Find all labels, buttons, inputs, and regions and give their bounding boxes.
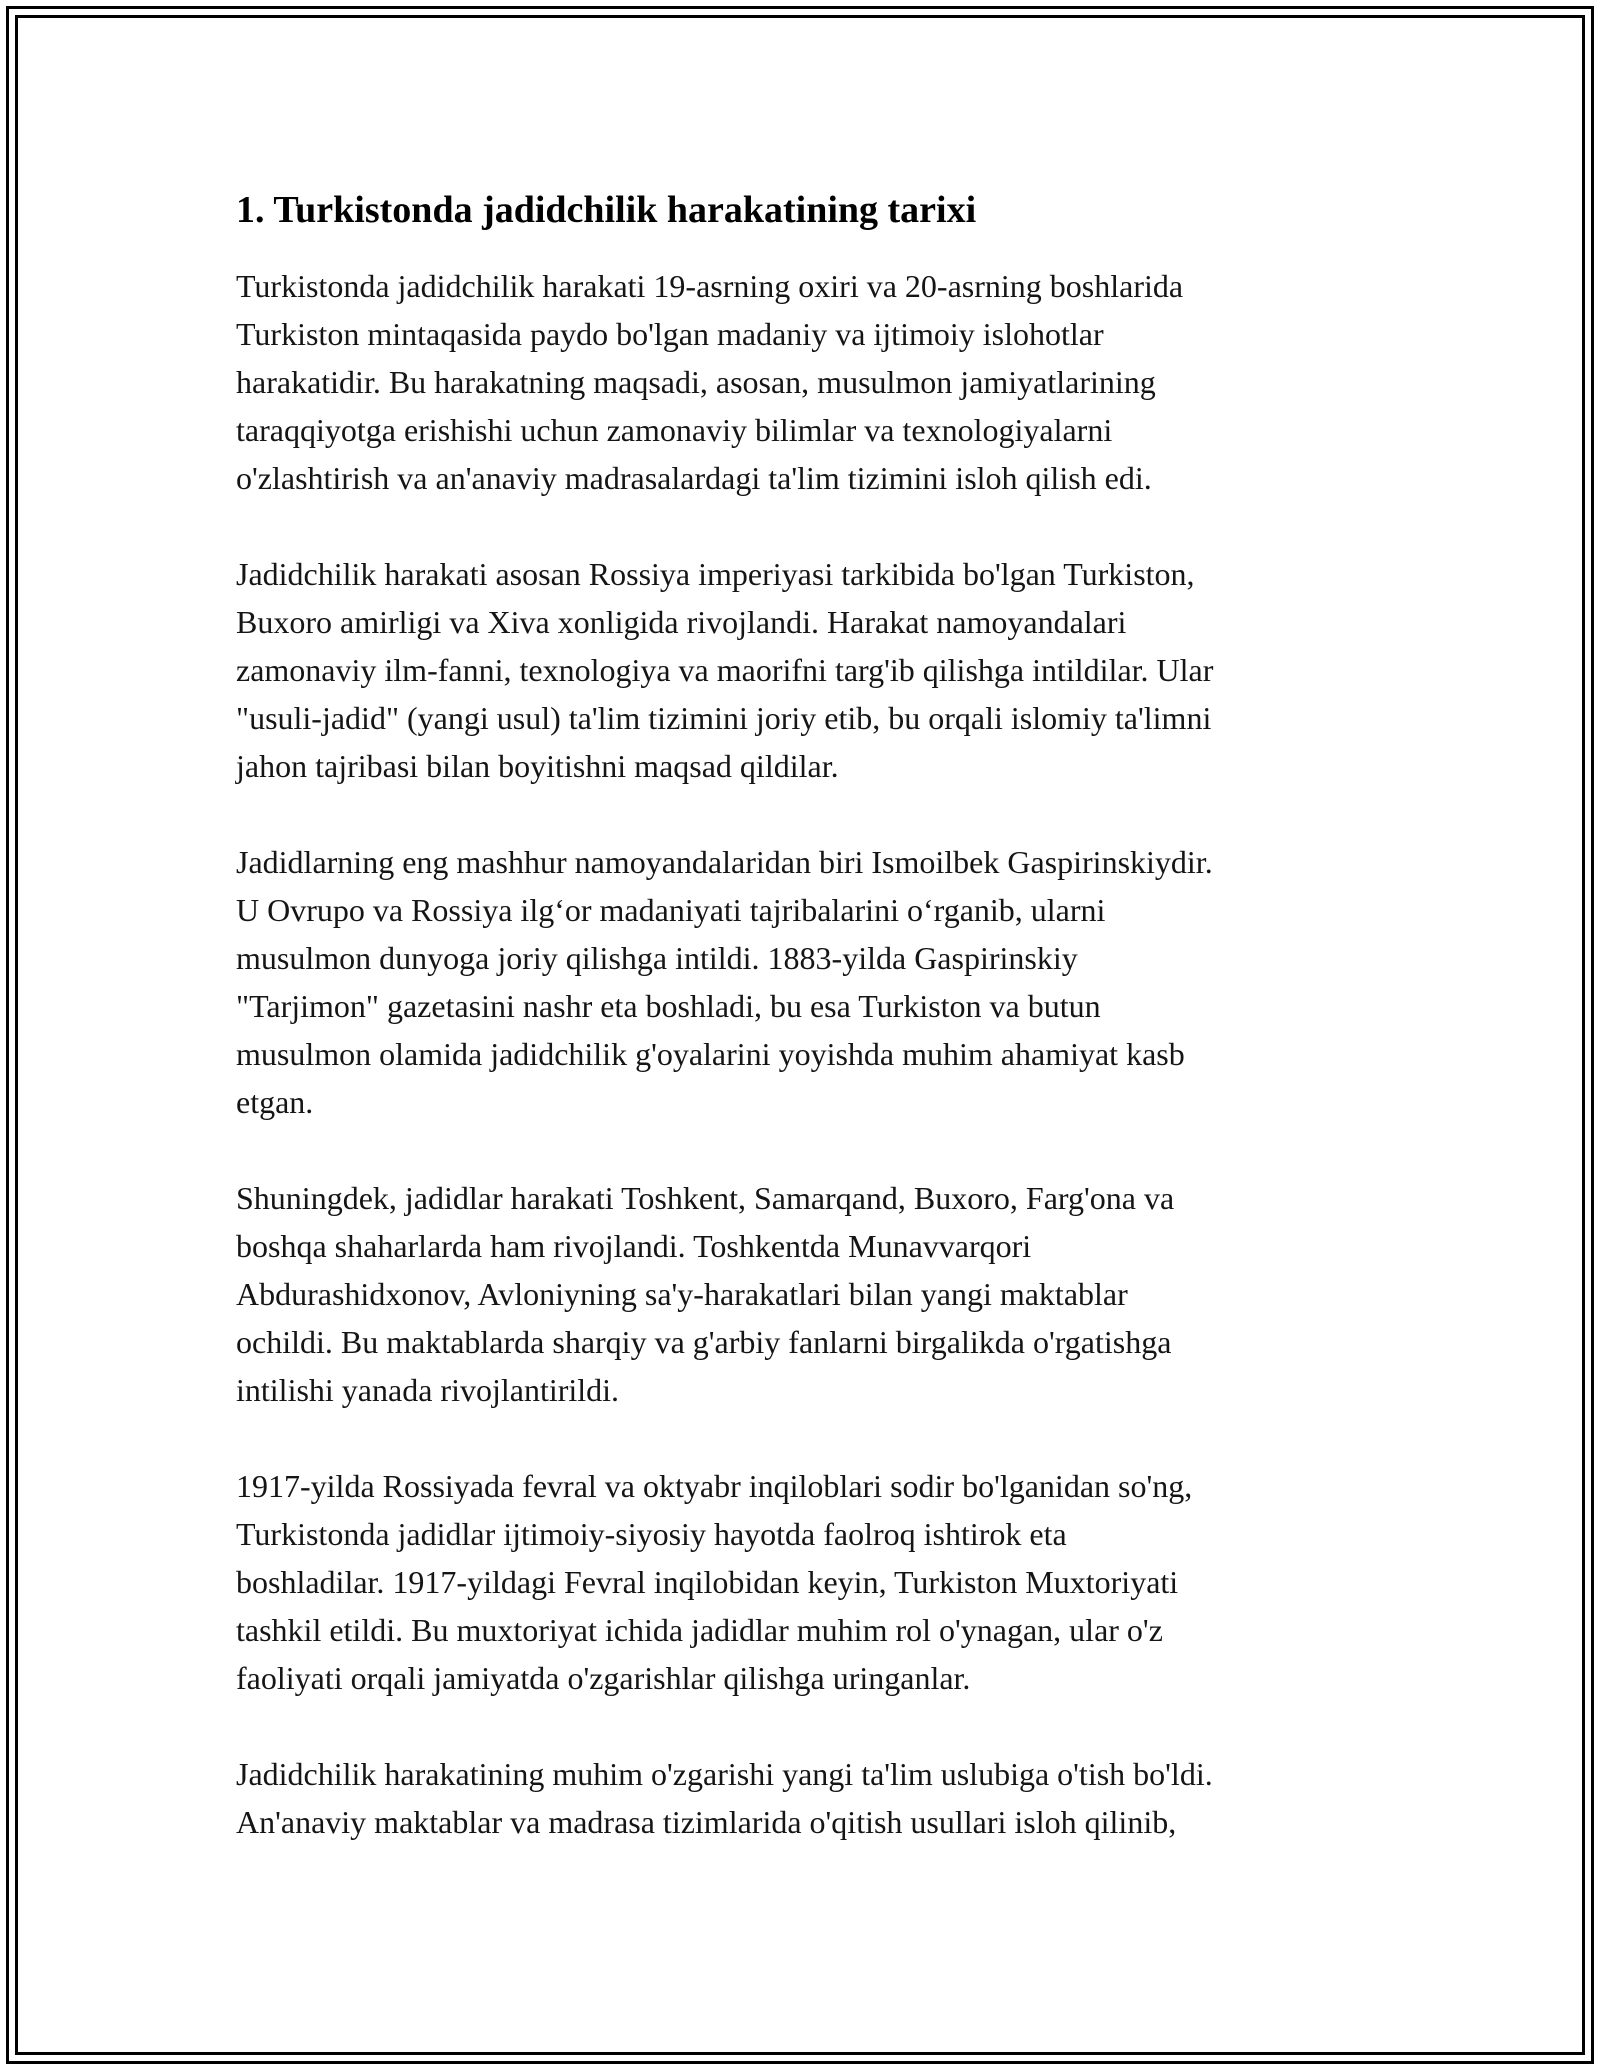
paragraph-line: etgan. xyxy=(236,1084,314,1120)
paragraph-line: o'zlashtirish va an'anaviy madrasalardagi ta'lim tizimini isloh qilish edi. xyxy=(236,460,1152,496)
paragraph-list xyxy=(236,262,1396,1846)
paragraph-line: intilishi yanada rivojlantirildi. xyxy=(236,1372,620,1408)
paragraph-line: zamonaviy ilm-fanni, texnologiya va maorifni targ'ib qilishga intildilar. Ular xyxy=(236,652,1214,688)
paragraph xyxy=(236,262,1396,502)
paragraph-line: harakatidir. Bu harakatning maqsadi, asosan, musulmon jamiyatlarining xyxy=(236,364,1156,400)
paragraph-line: boshqa shaharlarda ham rivojlandi. Toshkentda Munavvarqori xyxy=(236,1228,1032,1264)
paragraph-line: "usuli-jadid" (yangi usul) ta'lim tizimini joriy etib, bu orqali islomiy ta'limni xyxy=(236,700,1212,736)
paragraph-line: Turkiston mintaqasida paydo bo'lgan madaniy va ijtimoiy islohotlar xyxy=(236,316,1104,352)
paragraph-line: Jadidchilik harakati asosan Rossiya imperiyasi tarkibida bo'lgan Turkiston, xyxy=(236,556,1195,592)
paragraph-line: taraqqiyotga erishishi uchun zamonaviy bilimlar va texnologiyalarni xyxy=(236,412,1113,448)
paragraph-line: Turkistonda jadidlar ijtimoiy-siyosiy hayotda faolroq ishtirok eta xyxy=(236,1516,1067,1552)
paragraph-line: "Tarjimon" gazetasini nashr eta boshladi, bu esa Turkiston va butun xyxy=(236,988,1101,1024)
paragraph-line: Shuningdek, jadidlar harakati Toshkent, Samarqand, Buxoro, Farg'ona va xyxy=(236,1180,1175,1216)
paragraph xyxy=(236,1462,1396,1702)
paragraph xyxy=(236,1750,1396,1846)
document-title: 1. Turkistonda jadidchilik harakatining tarixi xyxy=(236,189,977,231)
paragraph-line: faoliyati orqali jamiyatda o'zgarishlar qilishga uringanlar. xyxy=(236,1660,971,1696)
paragraph-line: Jadidlarning eng mashhur namoyandalaridan biri Ismoilbek Gaspirinskiydir. xyxy=(236,844,1213,880)
paragraph-line: Abdurashidxonov, Avloniyning sa'y-harakatlari bilan yangi maktablar xyxy=(236,1276,1128,1312)
paragraph-line: jahon tajribasi bilan boyitishni maqsad qildilar. xyxy=(236,748,839,784)
paragraph xyxy=(236,550,1396,790)
document-body xyxy=(236,186,1396,1894)
paragraph xyxy=(236,1174,1396,1414)
paragraph-line: musulmon olamida jadidchilik g'oyalarini yoyishda muhim ahamiyat kasb xyxy=(236,1036,1185,1072)
paragraph-line: boshladilar. 1917-yildagi Fevral inqilobidan keyin, Turkiston Muxtoriyati xyxy=(236,1564,1179,1600)
paragraph-line: 1917-yilda Rossiyada fevral va oktyabr inqiloblari sodir bo'lganidan so'ng, xyxy=(236,1468,1193,1504)
paragraph-line: Jadidchilik harakatining muhim o'zgarishi yangi ta'lim uslubiga o'tish bo'ldi. xyxy=(236,1756,1213,1792)
paragraph-line: Buxoro amirligi va Xiva xonligida rivojlandi. Harakat namoyandalari xyxy=(236,604,1127,640)
paragraph-line: An'anaviy maktablar va madrasa tizimlarida o'qitish usullari isloh qilinib, xyxy=(236,1804,1177,1840)
paragraph xyxy=(236,838,1396,1126)
paragraph-line: Turkistonda jadidchilik harakati 19-asrning oxiri va 20-asrning boshlarida xyxy=(236,268,1184,304)
paragraph-line: tashkil etildi. Bu muxtoriyat ichida jadidlar muhim rol o'ynagan, ular o'z xyxy=(236,1612,1163,1648)
paragraph-line: U Ovrupo va Rossiya ilg‘or madaniyati tajribalarini o‘rganib, ularni xyxy=(236,892,1106,928)
paragraph-line: ochildi. Bu maktablarda sharqiy va g'arbiy fanlarni birgalikda o'rgatishga xyxy=(236,1324,1172,1360)
paragraph-line: musulmon dunyoga joriy qilishga intildi. 1883-yilda Gaspirinskiy xyxy=(236,940,1078,976)
